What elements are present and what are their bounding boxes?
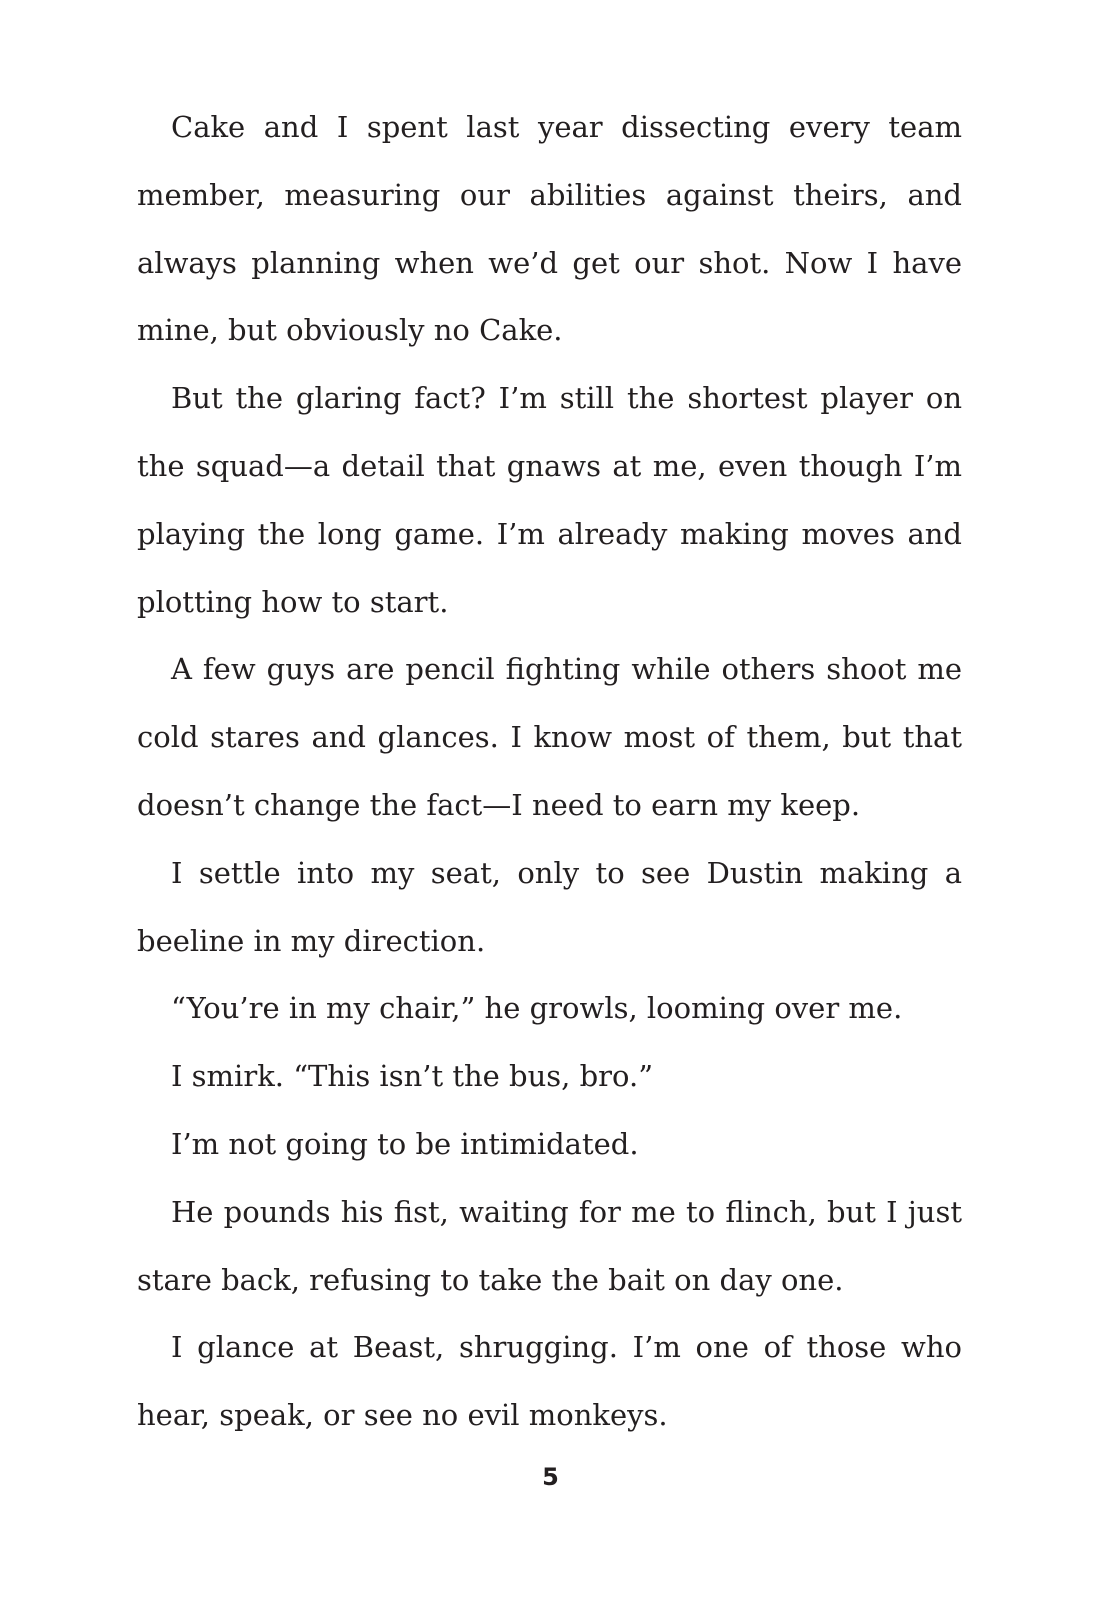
body-text [137,94,962,1450]
paragraph-1: Cake and I spent last year dissecting every team member, measuring our abilities against theirs, and always planning when we’d get our shot. Now I have mine, but obviously no Cake. [137,110,962,348]
paragraph-7: I’m not going to be intimidated. [171,1126,639,1161]
paragraph-3: A few guys are pencil fighting while others shoot me cold stares and glances. I know most of them, but that doesn’t change the fact—I need to earn my keep. [137,652,962,822]
paragraph-6: I smirk. “This isn’t the bus, bro.” [171,1059,654,1094]
page-number: 5 [542,1463,559,1491]
paragraph-4: I settle into my seat, only to see Dustin making a beeline in my direction. [137,855,962,958]
paragraph-9: I glance at Beast, shrugging. I’m one of those who hear, speak, or see no evil monkeys. [137,1330,962,1433]
paragraph-8: He pounds his fist, waiting for me to flinch, but I just stare back, refusing to take the bait on day one. [137,1194,962,1297]
paragraph-2: But the glaring fact? I’m still the shortest player on the squad—a detail that gnaws at me, even though I’m playing the long game. I’m already making moves and plotting how to start. [137,381,962,619]
paragraph-5: “You’re in my chair,” he growls, looming over me. [171,991,903,1026]
